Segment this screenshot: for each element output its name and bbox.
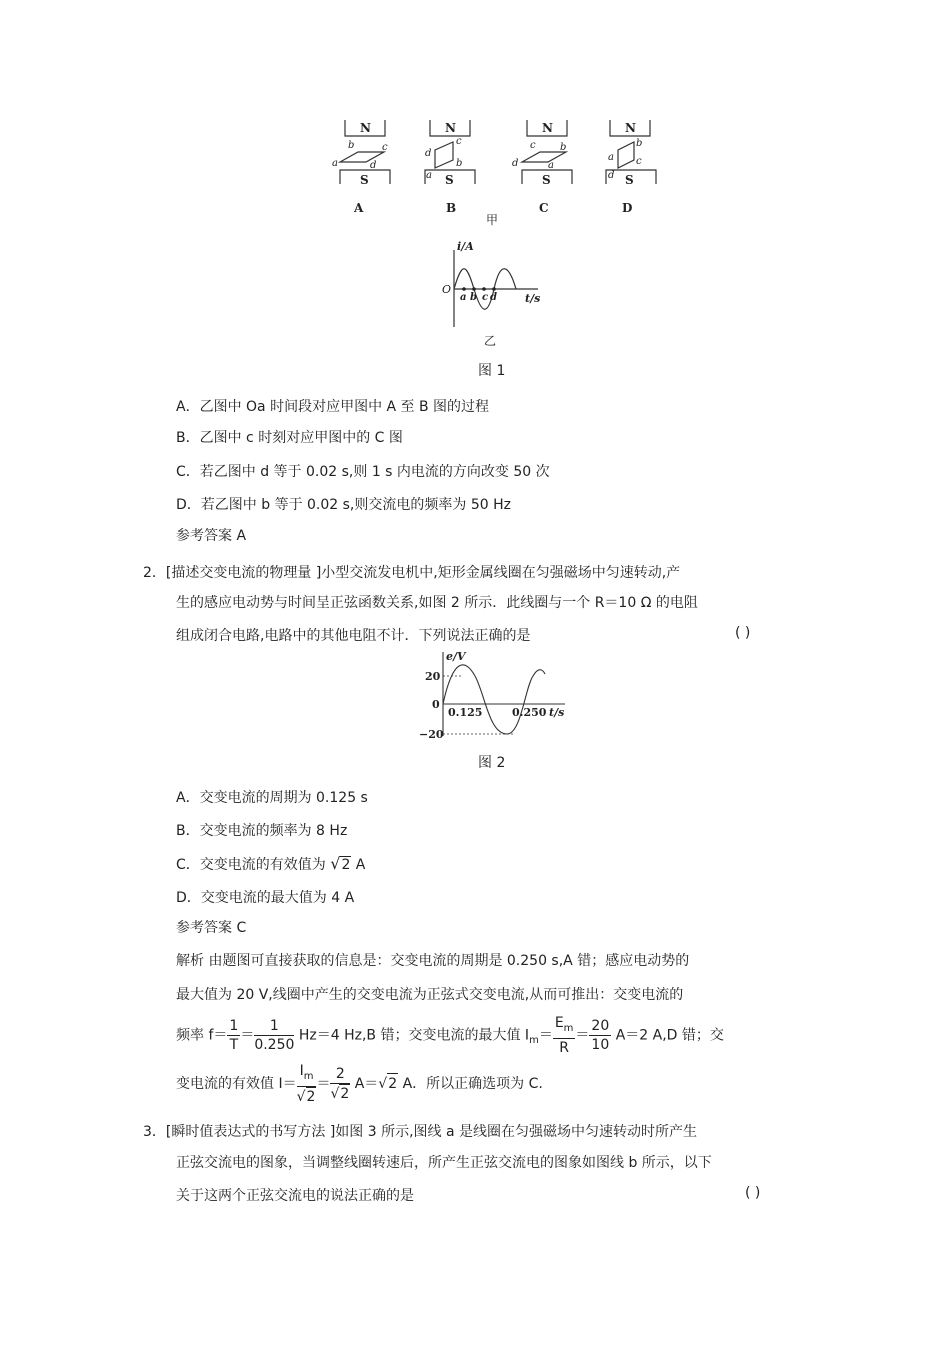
fraction-im-over-sqrt2 [297,1062,317,1106]
i-letter: I [299,1063,304,1079]
q3-answer-paren: ( ) [745,1185,761,1201]
panel-label-d: D [622,201,633,215]
fraction-1-over-0250 [254,1017,294,1054]
figure-1-drawing [320,112,660,347]
q2-option-c-radicand: 2 [341,857,351,873]
frac-den: √2 [330,1085,350,1102]
panel-label-c: C [539,201,549,215]
figure-2-drawing [415,648,575,740]
i-subscript: m [303,1070,314,1082]
coil-label-a-d: d [370,160,377,171]
graph-point-b: b [470,292,477,303]
q2-option-a: A．交变电流的周期为 0.125 s [176,790,368,806]
figure-1-caption: 图 1 [478,363,506,379]
graph-xlabel: t/s [525,292,541,305]
coil-label-c-b: b [560,142,567,153]
coil-label-a-a: a [332,158,338,169]
q3-stem-line-1: 3．[瞬时值表达式的书写方法 ]如图 3 所示,图线 a 是线圈在匀强磁场中匀速转动时所产生 [143,1124,698,1140]
fig2-xlabel: t/s [549,706,565,719]
coil-label-a-b: b [348,140,355,151]
frac-num: 1 [254,1017,294,1036]
q1-option-c: C．若乙图中 d 等于 0.02 s,则 1 s 内电流的方向改变 50 次 [176,464,550,480]
figure-1 [320,112,660,347]
im-subscript: m [529,1035,539,1047]
frac-den: √2 [296,1088,316,1105]
frac-num [297,1062,317,1087]
freq-label: 频率 f＝ [176,1027,228,1044]
graph-origin: O [442,283,452,296]
coil-label-b-d: d [425,148,432,159]
fig2-y-top: 20 [425,670,441,683]
frac-den: T [229,1036,239,1053]
figure-2 [415,648,575,740]
figure-2-caption: 图 2 [478,755,506,771]
magnet-n-b: N [445,121,456,135]
magnet-s-c: S [542,173,551,187]
graph-point-d: d [490,292,497,303]
coil-label-c-c: c [530,140,536,151]
coil-label-d-c: c [636,156,642,167]
em-subscript: m [563,1022,574,1034]
coil-label-d-a: a [608,152,614,163]
coil-label-c-d: d [512,158,519,169]
graph-point-a: a [460,292,467,303]
equals: ＝ [538,1027,553,1044]
magnet-n-c: N [542,121,553,135]
fraction-em-over-r [553,1014,576,1057]
sub-caption-jia: 甲 [486,213,499,227]
fig2-x-tick-2: 0.250 [512,706,547,719]
coil-label-d-d: d [608,170,615,181]
fraction-20-over-10 [589,1017,611,1054]
frac-num: 1 [229,1017,239,1034]
q2-explanation-line-4: 变电流的有效值 I＝ $\frac{I_m}{√2}$ ＝ $\frac{2}{√2}$ A＝√2 A．所以正确选项为 C. [176,1063,543,1105]
frac-num: 20 [591,1017,610,1034]
magnet-s-b: S [445,173,454,187]
frac-num [553,1014,576,1039]
graph-ylabel: i/A [457,240,474,253]
fig2-y-zero: 0 [432,698,440,711]
fraction-2-over-sqrt2 [330,1065,350,1103]
max-result: A＝2 A,D 错；交 [611,1027,724,1044]
equals: ＝ [240,1027,255,1044]
q2-option-c-unit: A [351,857,366,873]
q2-option-c-text: C．交变电流的有效值为 [176,857,331,873]
q1-answer: 参考答案 A [176,528,247,544]
equals: ＝ [316,1075,331,1092]
q2-explanation-line-2: 最大值为 20 V,线圈中产生的交变电流为正弦式交变电流,从而可推出：交变电流的 [176,987,684,1003]
sub-caption-yi: 乙 [484,334,497,347]
panel-label-b: B [446,201,457,215]
q2-option-d: D．交变电流的最大值为 4 A [176,890,355,906]
q3-stem-line-3: 关于这两个正弦交流电的说法正确的是 [176,1188,414,1204]
coil-label-b-c: c [456,136,462,147]
coil-label-b-a: a [426,170,432,181]
q2-explanation-line-1: 解析 由题图可直接获取的信息是：交变电流的周期是 0.250 s,A 错；感应电动势的 [176,953,690,969]
q1-option-d: D．若乙图中 b 等于 0.02 s,则交流电的频率为 50 Hz [176,497,511,513]
coil-label-c-a: a [548,160,554,171]
q2-option-b: B．交变电流的频率为 8 Hz [176,823,348,839]
magnet-n-a: N [360,121,371,135]
equals: ＝ [575,1027,590,1044]
coil-label-a-c: c [382,142,388,153]
rms-label: 变电流的有效值 I＝ [176,1075,297,1092]
q2-answer-paren: ( ) [735,625,751,641]
radicand: 2 [340,1085,350,1102]
fig2-x-tick-1: 0.125 [448,706,483,719]
frac-num: 2 [330,1065,350,1084]
frac-den: 10 [591,1036,610,1053]
radicand: 2 [306,1088,316,1105]
magnet-s-a: S [360,173,369,187]
frac-den: 0.250 [254,1036,295,1053]
graph-point-c: c [482,292,489,303]
q2-explanation-line-3 [176,1014,724,1057]
coil-label-d-b: b [636,138,643,149]
q2-stem-line-3: 组成闭合电路,电路中的其他电阻不计．下列说法正确的是 [176,628,531,644]
freq-result: Hz＝4 Hz,B 错；交变电流的最大值 I [294,1027,530,1044]
magnet-n-d: N [625,121,636,135]
fig2-ylabel: e/V [446,650,466,663]
q3-stem-line-2: 正弦交流电的图象，当调整线圈转速后，所产生正弦交流电的图象如图线 b 所示，以下 [176,1155,712,1171]
final-answer: A．所以正确选项为 C. [398,1075,543,1092]
q1-option-a: A．乙图中 Oa 时间段对应甲图中 A 至 B 图的过程 [176,399,490,415]
q1-option-b: B．乙图中 c 时刻对应甲图中的 C 图 [176,430,403,446]
magnet-s-d: S [625,173,634,187]
q2-answer: 参考答案 C [176,920,247,936]
q2-stem-line-1: 2．[描述交变电流的物理量 ]小型交流发电机中,矩形金属线圈在匀强磁场中匀速转动,产 [143,565,681,581]
fig2-y-bottom: −20 [419,728,444,740]
coil-label-b-b: b [456,158,463,169]
em-letter: E [554,1015,564,1031]
q2-stem-line-2: 生的感应电动势与时间呈正弦函数关系,如图 2 所示．此线圈与一个 R＝10 Ω 的电阻 [176,595,698,611]
rms-radicand: 2 [387,1073,398,1094]
frac-den: R [559,1039,569,1056]
fraction-1-over-t [227,1017,240,1054]
panel-label-a: A [354,201,364,215]
q2-option-c: C．交变电流的有效值为 √2 A [176,854,366,873]
